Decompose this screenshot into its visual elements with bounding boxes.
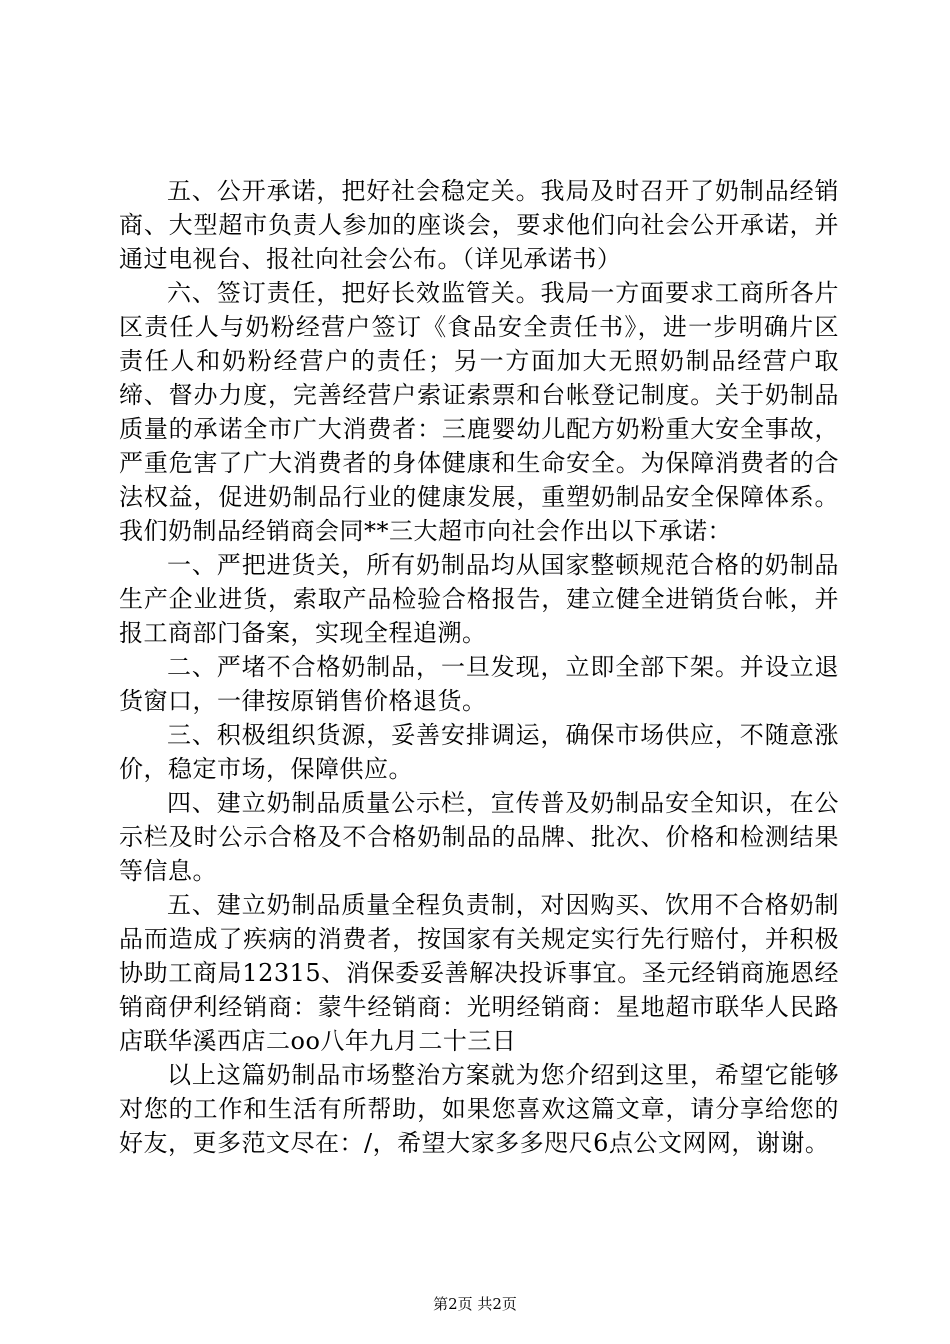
paragraph-closing: 以上这篇奶制品市场整治方案就为您介绍到这里，希望它能够对您的工作和生活有所帮助，如果您喜欢这篇文章，请分享给您的好友，更多范文尽在：/，希望大家多多咫尺6点公文网网，谢谢。	[119, 1061, 839, 1157]
paragraph-sign-responsibility: 六、签订责任，把好长效监管关。我局一方面要求工商所各片区责任人与奶粉经营户签订《食品安全责任书》，进一步明确片区责任人和奶粉经营户的责任；另一方面加大无照奶制品经营户取缔、督办力度，完善经营户索证索票和台帐登记制度。关于奶制品质量的承诺全市广大消费者：三鹿婴幼儿配方奶粉重大安全事故，严重危害了广大消费者的身体健康和生命安全。为保障消费者的合法权益，促进奶制品行业的健康发展，重塑奶制品安全保障体系。我们奶制品经销商会同**三大超市向社会作出以下承诺：	[119, 279, 839, 545]
paragraph-public-commitment: 五、公开承诺，把好社会稳定关。我局及时召开了奶制品经销商、大型超市负责人参加的座谈会，要求他们向社会公开承诺，并通过电视台、报社向社会公布。（详见承诺书）	[119, 177, 839, 273]
paragraph-commitment-5: 五、建立奶制品质量全程负责制，对因购买、饮用不合格奶制品而造成了疾病的消费者，按国家有关规定实行先行赔付，并积极协助工商局12315、消保委妥善解决投诉事宜。圣元经销商施恩经销商伊利经销商：蒙牛经销商：光明经销商：星地超市联华人民路店联华溪西店二oo八年九月二十三日	[119, 891, 839, 1055]
paragraph-commitment-1: 一、严把进货关，所有奶制品均从国家整顿规范合格的奶制品生产企业进货，索取产品检验合格报告，建立健全进销货台帐，并报工商部门备案，实现全程追溯。	[119, 551, 839, 647]
paragraph-commitment-4: 四、建立奶制品质量公示栏，宣传普及奶制品安全知识，在公示栏及时公示合格及不合格奶制品的品牌、批次、价格和检测结果等信息。	[119, 789, 839, 885]
page-number-footer: 第2页 共2页	[433, 1295, 517, 1313]
paragraph-commitment-3: 三、积极组织货源，妥善安排调运，确保市场供应，不随意涨价，稳定市场，保障供应。	[119, 721, 839, 783]
paragraph-commitment-2: 二、严堵不合格奶制品，一旦发现，立即全部下架。并设立退货窗口，一律按原销售价格退货。	[119, 653, 839, 715]
document-body	[119, 174, 839, 1160]
